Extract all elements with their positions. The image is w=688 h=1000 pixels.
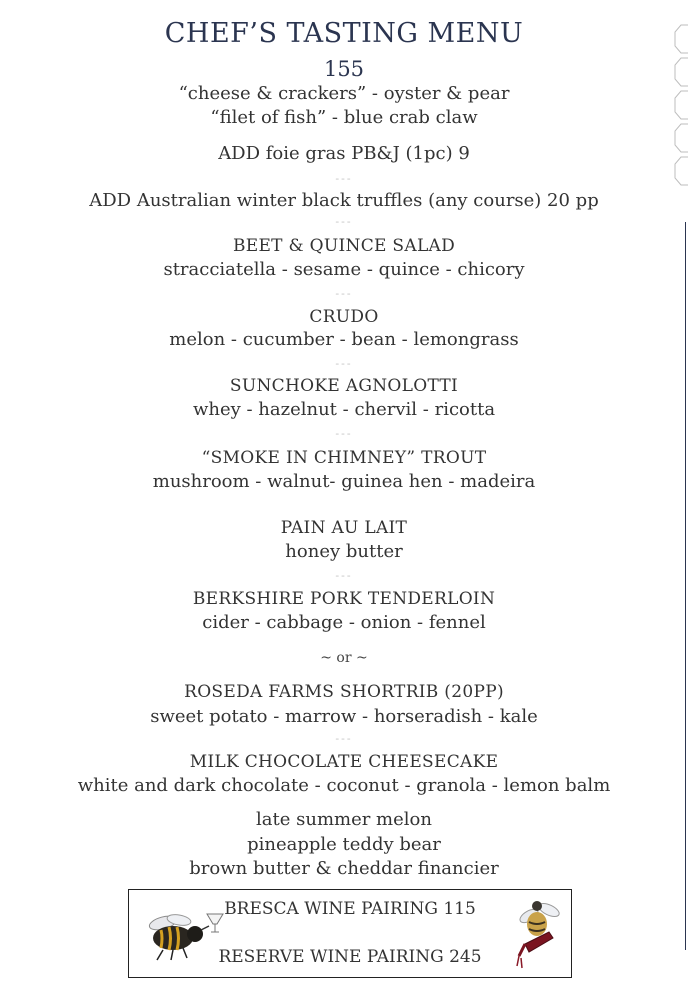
course-description: sweet potato - marrow - horseradish - kale xyxy=(150,706,538,727)
separator: --- xyxy=(335,569,353,582)
course-description: honey butter xyxy=(285,541,403,562)
mignardise-item: pineapple teddy bear xyxy=(247,834,441,855)
hexagon-icon xyxy=(674,24,688,54)
menu-price: 155 xyxy=(323,57,365,81)
course-description: cider - cabbage - onion - fennel xyxy=(202,612,486,633)
course-name: CRUDO xyxy=(309,307,379,327)
course-name: BERKSHIRE PORK TENDERLOIN xyxy=(192,589,496,609)
course-description: stracciatella - sesame - quince - chicory xyxy=(163,259,525,280)
separator: --- xyxy=(335,215,353,228)
separator: --- xyxy=(335,427,353,440)
hexagon-icon xyxy=(674,123,688,153)
reserve-pairing-label: RESERVE WINE PAIRING 245 xyxy=(218,947,482,967)
course-description: whey - hazelnut - chervil - ricotta xyxy=(192,399,496,420)
course-name: ROSEDA FARMS SHORTRIB (20PP) xyxy=(184,682,504,702)
wine-pairing-box xyxy=(128,889,572,978)
hexagon-icon xyxy=(674,156,688,186)
separator: --- xyxy=(335,172,353,185)
course-description: white and dark chocolate - coconut - granola - lemon balm xyxy=(77,775,611,796)
course-name: “SMOKE IN CHIMNEY” TROUT xyxy=(201,448,487,468)
course-description: melon - cucumber - bean - lemongrass xyxy=(169,329,519,350)
course-name: BEET & QUINCE SALAD xyxy=(232,236,456,256)
page-edge-line xyxy=(685,222,686,950)
snack-line: “filet of fish” - blue crab claw xyxy=(210,107,478,128)
or-divider: ~ or ~ xyxy=(320,650,368,666)
mignardise-item: brown butter & cheddar financier xyxy=(189,858,499,879)
add-on-foie: ADD foie gras PB&J (1pc) 9 xyxy=(218,143,470,164)
separator: --- xyxy=(335,732,353,745)
separator: --- xyxy=(335,287,353,300)
course-description: mushroom - walnut- guinea hen - madeira xyxy=(152,471,536,492)
wine-pairing-label: BRESCA WINE PAIRING 115 xyxy=(224,899,476,919)
add-on-truffle: ADD Australian winter black truffles (any course) 20 pp xyxy=(89,190,599,211)
hexagon-icon xyxy=(674,57,688,87)
menu-title: CHEF’S TASTING MENU xyxy=(164,18,524,49)
separator: --- xyxy=(335,357,353,370)
course-name: MILK CHOCOLATE CHEESECAKE xyxy=(189,752,499,772)
hexagon-icon xyxy=(674,90,688,120)
mignardise-item: late summer melon xyxy=(256,809,432,830)
snack-line: “cheese & crackers” - oyster & pear xyxy=(178,83,510,104)
course-name: SUNCHOKE AGNOLOTTI xyxy=(229,376,459,396)
course-name: PAIN AU LAIT xyxy=(280,518,408,538)
